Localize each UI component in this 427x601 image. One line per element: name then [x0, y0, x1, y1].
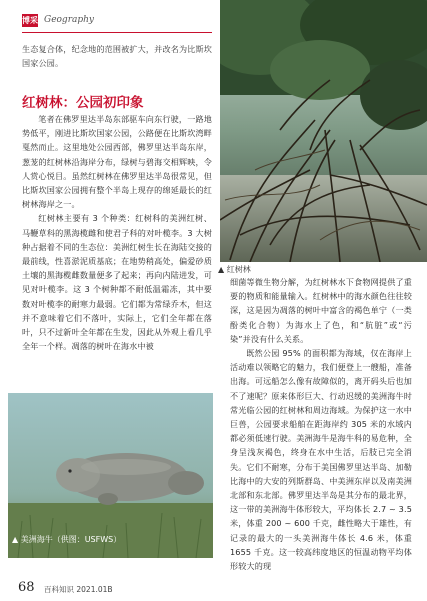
- page-number: 68: [18, 580, 35, 595]
- left-top-paragraph: 生态复合体，纪念地的范围被扩大，并改名为比斯坎国家公园。: [22, 44, 212, 69]
- mangrove-photo: [220, 0, 427, 262]
- mangrove-caption: [218, 264, 251, 275]
- right-paragraph-2: 既然公园 95% 的面积都为海域，仅在海岸上活动难以领略它的魅力，我们便登上一艘船，准备出海。可远船怎么像有故障似的，离开码头后也加不了速呢？原来体形巨大、行动迟缓的美洲海牛时常光临公园的红树林和周边海域。为保护这一水中巨兽，公园要求船舶在距海岸约 305 米的水域内都必须低速行驶。美洲海牛是海牛科的易危种，全身呈浅灰褐色，终身在水中生活，后肢已完全消失。它们不耐寒，分布于美国佛罗里达半岛、加勒比海中的大安的列斯群岛、中美洲东岸以及南美洲北部和东北部。佛罗里达半岛是其分布的最北界，这一带的美洲海牛体形较大，平均体长 2.7 ~ 3.5 米，体重 200 ~ 600 千克，雌性略大于雄性，有记录的最大的一头美洲海牛体长 4.6 米，体重 1655 千克。这一较高纬度地区的恒温动物平均体形较大的现: [230, 348, 412, 572]
- section-badge: 博采: [22, 16, 38, 25]
- mangrove-caption-text: 红树林: [226, 265, 251, 274]
- right-paragraph-1: 细菌等微生物分解，为红树林水下食物网提供了重要的物质和能量输入。红树林中的海水颜色往往较深，这是因为凋落的树叶中富含的褐色单宁（一类酚类化合物）为海水上了色，和“肮脏”或“污染”并没有什么关系。: [230, 277, 412, 344]
- section-label: Geography: [44, 15, 95, 25]
- section-title: 红树林：公园初印象: [22, 95, 144, 111]
- mangrove-illustration: [220, 0, 427, 262]
- header-rule: [22, 32, 212, 33]
- caption-triangle-icon: ▲: [218, 265, 227, 274]
- left-top-paragraph-block: [22, 42, 212, 70]
- right-body-block: [230, 275, 412, 573]
- left-paragraph-2: 红树林主要有 3 个种类：红树科的美洲红树、马鞭草科的黑海榄雌和使君子科的对叶榄李。3 大树种占据着不同的生态位：美洲红树生长在海陆交接的最前线，性喜淤泥质基底；在地势稍高处，偏爱砂质土壤的黑海榄雌数量便多了起来；再向内陆进发，可见对叶榄李。这 3 个树种都不耐低温霜冻，其中要数对叶榄李的耐寒力最弱。它们都为常绿乔木，但这并不意味着它们不落叶，实际上，它们全年都在落叶，只不过新叶全年都在生发，因此从外观上看几乎全年一个样。凋落的树叶在海水中被: [22, 213, 212, 352]
- manatee-caption: [12, 534, 121, 545]
- left-paragraph-1: 笔者在佛罗里达半岛东部驱车向东行驶，一路地势低平，刚进比斯坎国家公园，公路便在比斯坎湾畔戛然而止。这里地处公园西部，佛罗里达半岛东岸，葱茏的红树林沿海岸分布，绿树与碧海交相辉映，令人赏心悦目。虽然红树林在佛罗里达半岛很常见，但比斯坎国家公园拥有整个半岛上现存的绵延最长的红树林海岸之一。: [22, 114, 212, 210]
- manatee-caption-text: 美洲海牛（供图：USFWS）: [20, 535, 122, 544]
- caption-triangle-icon: ▲: [12, 535, 21, 544]
- left-body-block: [22, 112, 212, 353]
- journal-source: 百科知识 2021.01B: [44, 585, 113, 594]
